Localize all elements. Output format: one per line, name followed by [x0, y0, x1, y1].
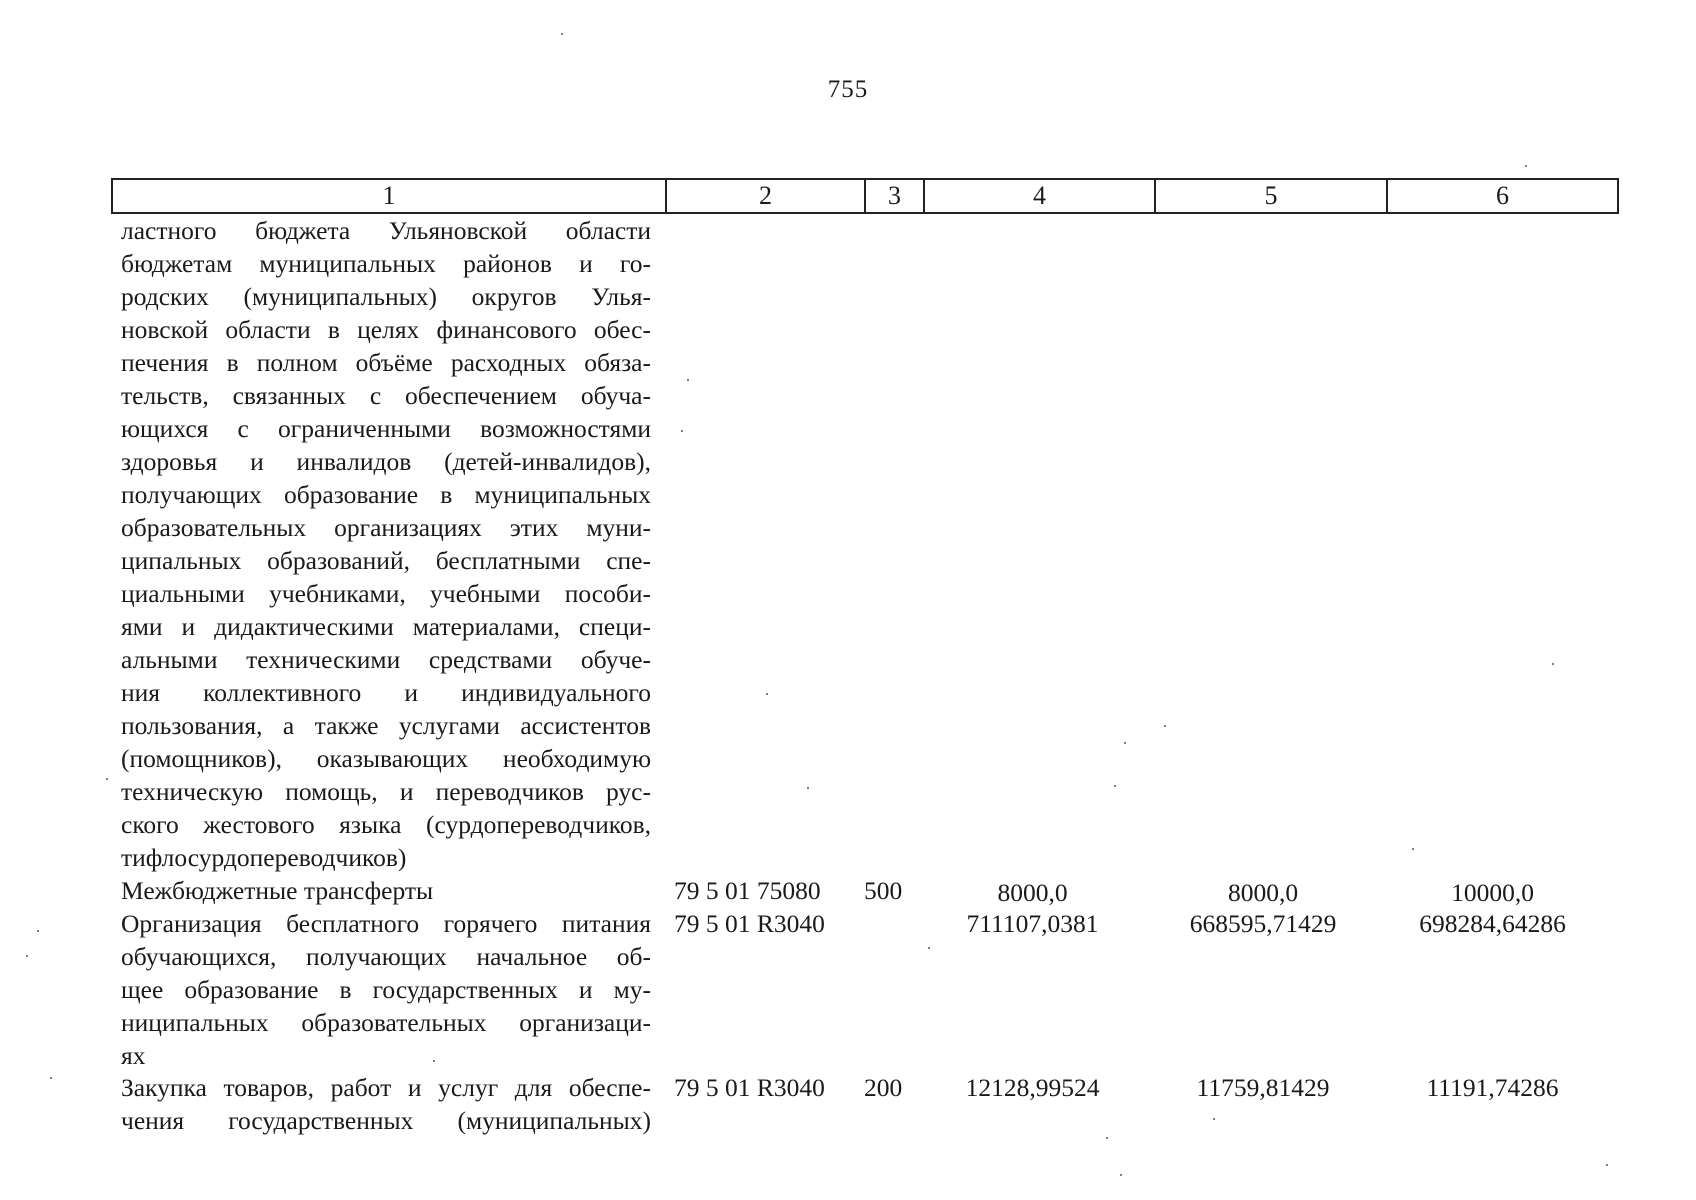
row-description: [121, 1071, 651, 1137]
row-value-4: 711107,0381: [966, 909, 1099, 938]
header-col-4: 4: [924, 179, 1155, 213]
description-line: тельств, связанных с обеспечением обуча-: [121, 381, 651, 410]
header-col-5: 5: [1155, 179, 1387, 213]
row-description: [121, 214, 651, 874]
scan-speck: [1552, 663, 1554, 665]
header-col-3: 3: [865, 179, 924, 213]
description-line: тифлосурдопереводчиков): [121, 843, 407, 872]
scan-speck: [687, 379, 689, 381]
description-line: ципальных образований, бесплатными спе-: [121, 546, 651, 575]
row-code: 79 5 01 75080: [674, 876, 821, 905]
row-value-6: 698284,64286: [1419, 909, 1566, 938]
table-header: [111, 178, 1619, 214]
row-value-6: 10000,0: [1451, 878, 1534, 907]
scan-speck: [1213, 1118, 1215, 1120]
description-line: ях: [121, 1041, 146, 1070]
scan-speck: [1114, 785, 1116, 787]
description-line: ния коллективного и индивидуального: [121, 678, 651, 707]
row-value-6: 11191,74286: [1426, 1073, 1559, 1102]
row-value-4: 8000,0: [997, 878, 1068, 907]
description-line: ластного бюджета Ульяновской области: [121, 216, 651, 245]
scan-speck: [37, 930, 39, 932]
scan-speck: [26, 955, 28, 957]
description-line: пользования, а также услугами ассистентов: [121, 711, 651, 740]
scan-speck: [1606, 1164, 1608, 1166]
description-line: образовательных организациях этих муни-: [121, 513, 651, 542]
row-value-4: 12128,99524: [965, 1073, 1100, 1102]
scan-speck: [681, 430, 683, 432]
description-line: щее образование в государственных и му-: [121, 975, 651, 1004]
scan-speck: [1525, 165, 1527, 167]
scan-speck: [106, 778, 108, 780]
description-line: родских (муниципальных) округов Улья-: [121, 282, 651, 311]
scan-speck: [1164, 725, 1166, 727]
description-line: Межбюджетные трансферты: [121, 876, 434, 905]
scan-speck: [766, 693, 768, 695]
header-col-6: 6: [1387, 179, 1618, 213]
scan-speck: [1106, 1137, 1108, 1139]
description-line: бюджетам муниципальных районов и го-: [121, 249, 651, 278]
scan-speck: [561, 33, 563, 35]
scan-speck: [807, 787, 809, 789]
row-code: 79 5 01 R3040: [674, 909, 825, 938]
description-line: Организация бесплатного горячего питания: [121, 909, 651, 938]
description-line: печения в полном объёме расходных обяза-: [121, 348, 651, 377]
scan-speck: [1412, 848, 1414, 850]
description-line: альными техническими средствами обуче-: [121, 645, 651, 674]
description-line: здоровья и инвалидов (детей-инвалидов),: [121, 447, 651, 476]
description-line: новской области в целях финансового обес-: [121, 315, 651, 344]
row-type: 200: [864, 1073, 903, 1102]
description-line: техническую помощь, и переводчиков рус-: [121, 777, 651, 806]
row-description: [121, 874, 651, 907]
description-line: циальными учебниками, учебными пособи-: [121, 579, 651, 608]
scan-speck: [50, 1077, 52, 1079]
row-code: 79 5 01 R3040: [674, 1073, 825, 1102]
description-line: ниципальных образовательных организаци-: [121, 1008, 651, 1037]
description-line: ского жестового языка (сурдопереводчиков,: [121, 810, 651, 839]
description-line: обучающихся, получающих начальное об-: [121, 942, 651, 971]
description-line: ями и дидактическими материалами, специ-: [121, 612, 651, 641]
row-description: [121, 907, 651, 1072]
description-line: Закупка товаров, работ и услуг для обеспе-: [121, 1073, 651, 1102]
description-line: чения государственных (муниципальных): [121, 1106, 651, 1135]
scan-speck: [1120, 1174, 1122, 1176]
description-line: (помощников), оказывающих необходимую: [121, 744, 651, 773]
row-value-5: 8000,0: [1227, 878, 1299, 907]
row-value-5: 668595,71429: [1189, 909, 1337, 938]
header-col-1: 1: [112, 179, 666, 213]
row-type: 500: [864, 876, 903, 905]
page-number: 755: [827, 76, 869, 103]
scan-speck: [928, 947, 930, 949]
description-line: получающих образование в муниципальных: [121, 480, 651, 509]
scan-speck: [433, 1060, 435, 1062]
scan-speck: [1124, 742, 1126, 744]
description-line: ющихся с ограниченными возможностями: [121, 414, 651, 443]
header-col-2: 2: [666, 179, 865, 213]
table-header-row: [112, 179, 1618, 213]
row-value-5: 11759,81429: [1196, 1073, 1330, 1102]
